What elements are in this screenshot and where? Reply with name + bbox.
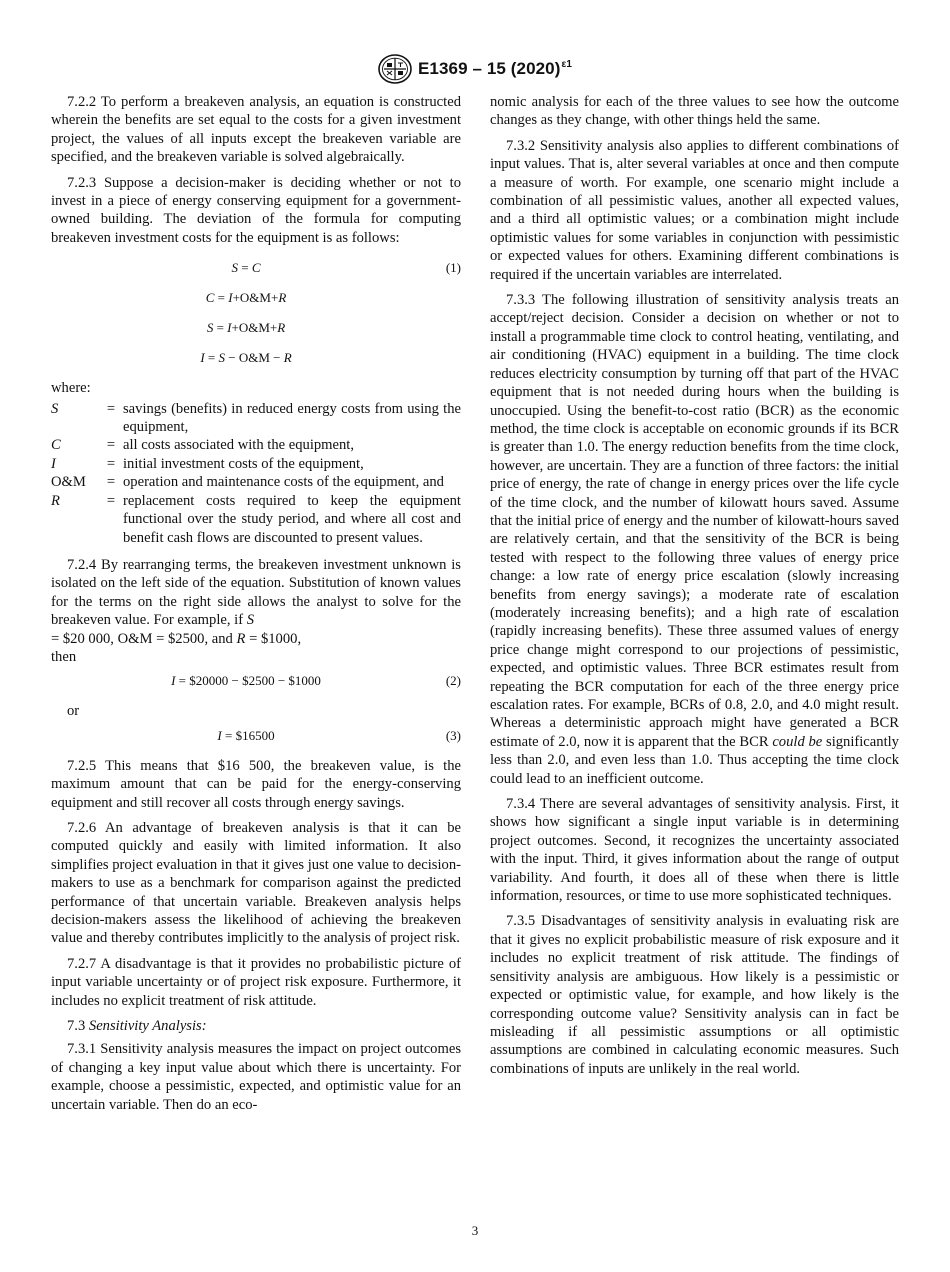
equation-1 — [51, 259, 461, 277]
paragraph-7-2-2: 7.2.2 To perform a breakeven analysis, an equation is constructed wherein the benefits are set equal to the costs for a given investment project, the values of all inputs except the breakeven variable are specified, and the breakeven variable is solved algebraically. — [51, 94, 461, 166]
section-7-3-title: Sensitivity Analysis: — [88, 1018, 207, 1035]
section-7-3-heading: 7.3 Sensitivity Analysis: — [67, 1018, 207, 1035]
definition-equals: = — [106, 474, 116, 491]
definition-equals: = — [106, 400, 116, 417]
equation-cost-expression: C = I+O&M+R — [205, 290, 287, 306]
equation-2 — [51, 672, 461, 690]
paragraph-7-2-4: 7.2.4 By rearranging terms, the breakeven investment unknown is isolated on the left side of the equation. Substitution of known values for the terms on the right side allows the analyst to solve for the breakeven value. For example, if S = $20 000, O&M = $2500, and R = $1000, — [51, 556, 461, 647]
then-label: then — [51, 648, 77, 665]
equation-investment-expression: I = S − O&M − R — [200, 350, 292, 366]
equation-2-expression: I = $20000 − $2500 − $1000 — [171, 673, 321, 689]
equation-investment — [51, 349, 461, 367]
paragraph-7-3-1: 7.3.1 Sensitivity analysis measures the impact on project outcomes of changing a key input value about which there is uncertainty. For example, choose a pessimistic, expected, and optimistic value for an uncertain variable. Then do an eco- — [51, 1041, 461, 1113]
astm-logo-icon — [378, 54, 412, 84]
paragraph-7-2-7: 7.2.7 A disadvantage is that it provides no probabilistic picture of input variable uncertainty or of project risk exposure. Furthermore, it includes no explicit treatment of risk attitude. — [51, 955, 461, 1009]
emphasis-could-be: could be — [772, 733, 823, 750]
definition-equals: = — [106, 437, 116, 454]
paragraph-7-2-3: 7.2.3 Suppose a decision-maker is deciding whether or not to invest in a piece of energy conserving equipment for a government-owned building. The deviation of the formula for computing breakeven investment costs for the equipment is as follows: — [51, 174, 461, 246]
definition-equals: = — [106, 455, 116, 472]
equation-3 — [51, 727, 461, 745]
paragraph-7-3-2: 7.3.2 Sensitivity analysis also applies to different combinations of input values. That is, alter several variables at once and then compute a measure of worth. For example, one scenario might include a combination of all pessimistic values, another all expected values, and a third all optimistic values; or a combination might include optimistic values for some variables in conjunction with pessimistic or expected values for others. Examining different combinations is required if the uncertain variables are interrelated. — [490, 137, 899, 283]
definition-row — [51, 400, 461, 437]
definition-row — [51, 436, 461, 454]
paragraph-7-3-1-continued: nomic analysis for each of the three values to see how the outcome changes as they change, with other things held the same. — [490, 94, 899, 129]
paragraph-7-2-5: 7.2.5 This means that $16 500, the breakeven value, is the maximum amount that can be paid for the energy-conserving equipment and still recover all costs through energy savings. — [51, 757, 461, 811]
paragraph-7-3-5: 7.3.5 Disadvantages of sensitivity analysis in evaluating risk are that it gives no explicit probabilistic measure of risk exposure and it includes no explicit treatment of risk attitude. The findings of sensitivity analysis are ambiguous. How likely is a pessimistic or expected or optimistic value, for example, and how likely is the corresponding outcome value? Sensitivity analysis can in fact be misleading if all pessimistic assumptions or all optimistic assumptions are combined in calculating economic measures. Such combinations of inputs are unlikely in the real world. — [490, 913, 899, 1077]
or-label: or — [67, 703, 80, 720]
definition-symbol: R — [51, 492, 60, 509]
page-number: 3 — [471, 1223, 479, 1238]
definition-text: all costs associated with the equipment, — [123, 437, 355, 454]
document-designation: E1369 – 15 $(2020)^{\varepsilon 1}$ — [417, 59, 573, 78]
equation-cost — [51, 289, 461, 307]
equation-savings — [51, 319, 461, 337]
where-label: where: — [51, 380, 91, 397]
equation-2-number: (2) — [445, 673, 461, 689]
definition-symbol: S — [51, 400, 59, 417]
equation-savings-expression: S = I+O&M+R — [206, 320, 286, 336]
definition-row — [51, 492, 461, 547]
definition-equals: = — [106, 492, 116, 509]
paragraph-7-3-3: 7.3.3 The following illustration of sensitivity analysis treats an accept/reject decision. Consider a decision on whether or not to install a programmable time clock to control heating, ventilating, and air conditioning (HVAC) equipment in a building. The time clock reduces electricity consumption by turning off that part of the HVAC equipment that is not needed during hours when the building is unoccupied. Using the benefit-to-cost ratio (BCR) as the economic method, the time clock is acceptable on economic grounds if its BCR is greater than 1.0. The energy reduction benefits from the time clock, however, are uncertain. They are a function of three factors: the initial price of energy, the rate of change in energy prices over the life cycle of the time clock, and the number of kilowatt hours saved. Assume that the initial price of energy and the number of kilowatt-hours saved are relatively certain, and that the sensitivity of the BCR is being tested with respect to the following three values of energy price change: a low rate of energy price escalation (slowly increasing benefits from energy savings); a moderate rate of escalation (moderately increasing benefits); and a high rate of escalation (rapidly increasing benefits). These three assumed values of energy price change might correspond to our projections of pessimistic, expected, and optimistic values. Three BCR estimates result from repeating the BCR computation for each of the three energy price escalation rates. For example, BCRs of 0.8, 2.0, and 4.0 might result. Whereas a deterministic approach might have generated a BCR estimate of 2.0, now it is apparent that the BCR could be significantly less than 2.0, and even less than 1.0. Thus accepting the time clock could lead to an inefficient outcome. — [490, 292, 899, 787]
equation-1-expression: S = C — [231, 260, 261, 276]
page-header — [0, 53, 950, 85]
right-column — [490, 93, 899, 1085]
edition-superscript: ε1 — [561, 59, 573, 70]
definition-text: replacement costs required to keep the equipment functional over the study period, and where all cost and benefit cash flows are discounted to present values. — [123, 492, 461, 546]
equation-3-expression: I = $16500 — [217, 727, 275, 743]
definition-row — [51, 473, 461, 491]
equation-3-number: (3) — [445, 727, 461, 743]
definition-text: savings (benefits) in reduced energy costs from using the equipment, — [123, 400, 461, 436]
equation-1-number: (1) — [445, 260, 461, 276]
paragraph-7-2-6: 7.2.6 An advantage of breakeven analysis is that it can be computed quickly and easily with limited information. It also simplifies project evaluation in that it gives just one value to decision-makers to use as a benchmark for comparison against the predicted performance of that uncertain variable. Breakeven analysis helps decision-makers assess the likelihood of achieving the breakeven value and thereby contributes implicitly to the analysis of project risk. — [51, 819, 461, 947]
paragraph-7-3-4: 7.3.4 There are several advantages of sensitivity analysis. First, it shows how significant a single input variable is in determining project outcomes. Second, it recognizes the uncertainty associated with the input. Third, it gives information about the range of output variability. And fourth, it does all of these when there is little information, resources, or time to use more sophisticated techniques. — [490, 796, 899, 905]
definition-symbol: I — [51, 455, 56, 472]
definition-text: operation and maintenance costs of the equipment, and — [123, 474, 444, 491]
definition-symbol: O&M — [51, 474, 86, 491]
definition-symbol: C — [51, 437, 61, 454]
definition-row — [51, 455, 461, 473]
definition-text: initial investment costs of the equipment, — [123, 455, 364, 472]
left-column — [51, 93, 461, 1121]
variable-definitions — [51, 400, 461, 547]
